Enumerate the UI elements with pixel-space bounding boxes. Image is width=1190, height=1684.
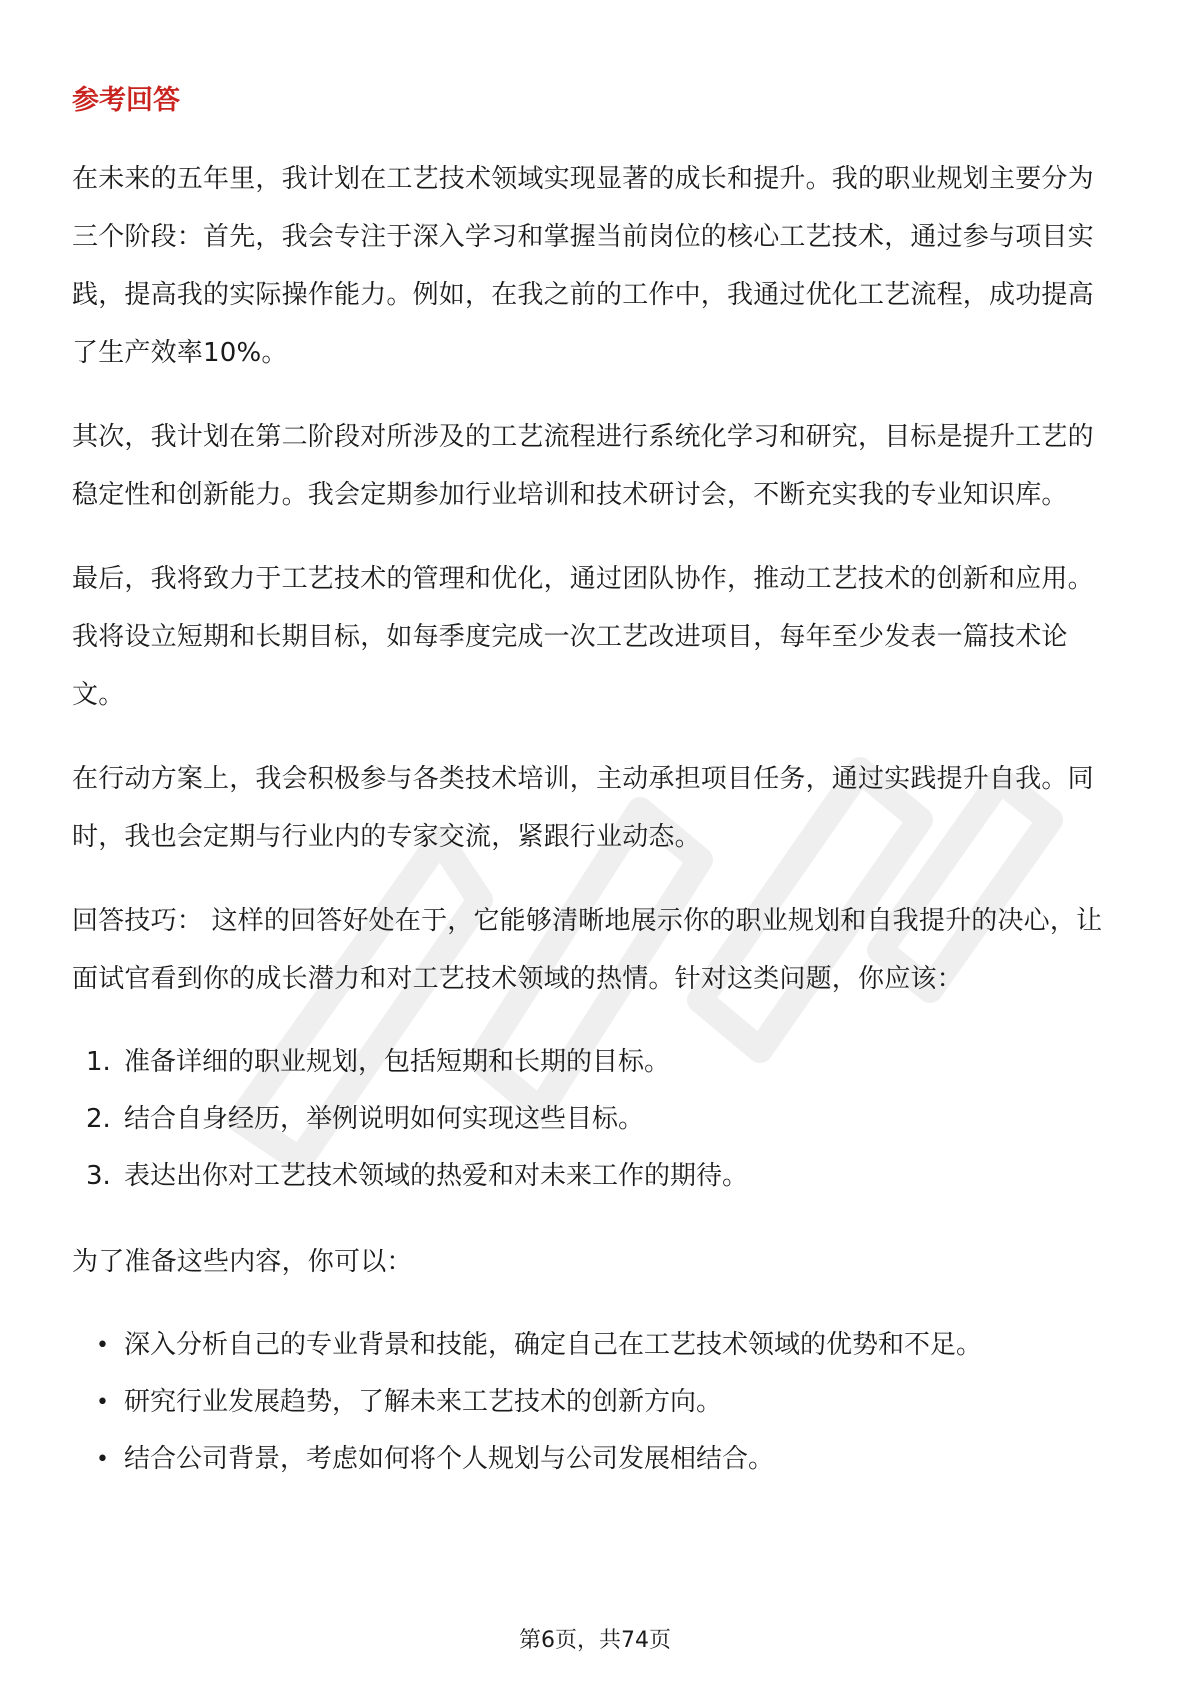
page-number-footer: 第6页，共74页 (519, 1628, 671, 1653)
bullet-icon: • (96, 1390, 109, 1415)
list-number: 1. (86, 1047, 111, 1077)
list-item-text: 准备详细的职业规划，包括短期和长期的目标。 (124, 1047, 671, 1077)
paragraph-2: 其次，我计划在第二阶段对所涉及的工艺流程进行系统化学习和研究，目标是提升工艺的稳定性和创新能力。我会定期参加行业培训和技术研讨会，不断充实我的专业知识库。 (72, 422, 1094, 510)
section-title: 参考回答 (72, 85, 180, 116)
list-number: 3. (86, 1161, 111, 1191)
list-item (72, 1034, 1118, 1091)
list-item-text: 研究行业发展趋势，了解未来工艺技术的创新方向。 (124, 1387, 723, 1417)
bullet-icon: • (96, 1333, 109, 1358)
list-item (72, 1317, 1118, 1374)
bullet-list (72, 1317, 1118, 1488)
bullet-icon: • (96, 1447, 109, 1472)
paragraph-1: 在未来的五年里，我计划在工艺技术领域实现显著的成长和提升。我的职业规划主要分为三个阶段：首先，我会专注于深入学习和掌握当前岗位的核心工艺技术，通过参与项目实践，提高我的实际操作能力。例如，在我之前的工作中，我通过优化工艺流程，成功提高了生产效率10%。 (72, 164, 1094, 368)
paragraph-3: 最后，我将致力于工艺技术的管理和优化，通过团队协作，推动工艺技术的创新和应用。我将设立短期和长期目标，如每季度完成一次工艺改进项目，每年至少发表一篇技术论文。 (72, 564, 1094, 710)
document-body (72, 78, 1118, 1516)
answer-tips-paragraph: 回答技巧： 这样的回答好处在于，它能够清晰地展示你的职业规划和自我提升的决心，让面试官看到你的成长潜力和对工艺技术领域的热情。针对这类问题，你应该： (72, 906, 1103, 994)
paragraph-4: 在行动方案上，我会积极参与各类技术培训，主动承担项目任务，通过实践提升自我。同时，我也会定期与行业内的专家交流，紧跟行业动态。 (72, 764, 1094, 852)
list-item (72, 1374, 1118, 1431)
list-item (72, 1431, 1118, 1488)
prep-intro: 为了准备这些内容，你可以： (72, 1247, 413, 1277)
list-item (72, 1091, 1118, 1148)
list-item (72, 1148, 1118, 1205)
list-number: 2. (86, 1104, 111, 1134)
list-item-text: 结合自身经历，举例说明如何实现这些目标。 (124, 1104, 645, 1134)
list-item-text: 表达出你对工艺技术领域的热爱和对未来工作的期待。 (124, 1161, 749, 1191)
numbered-list (72, 1034, 1118, 1205)
list-item-text: 结合公司背景，考虑如何将个人规划与公司发展相结合。 (124, 1444, 775, 1474)
list-item-text: 深入分析自己的专业背景和技能，确定自己在工艺技术领域的优势和不足。 (124, 1330, 983, 1360)
